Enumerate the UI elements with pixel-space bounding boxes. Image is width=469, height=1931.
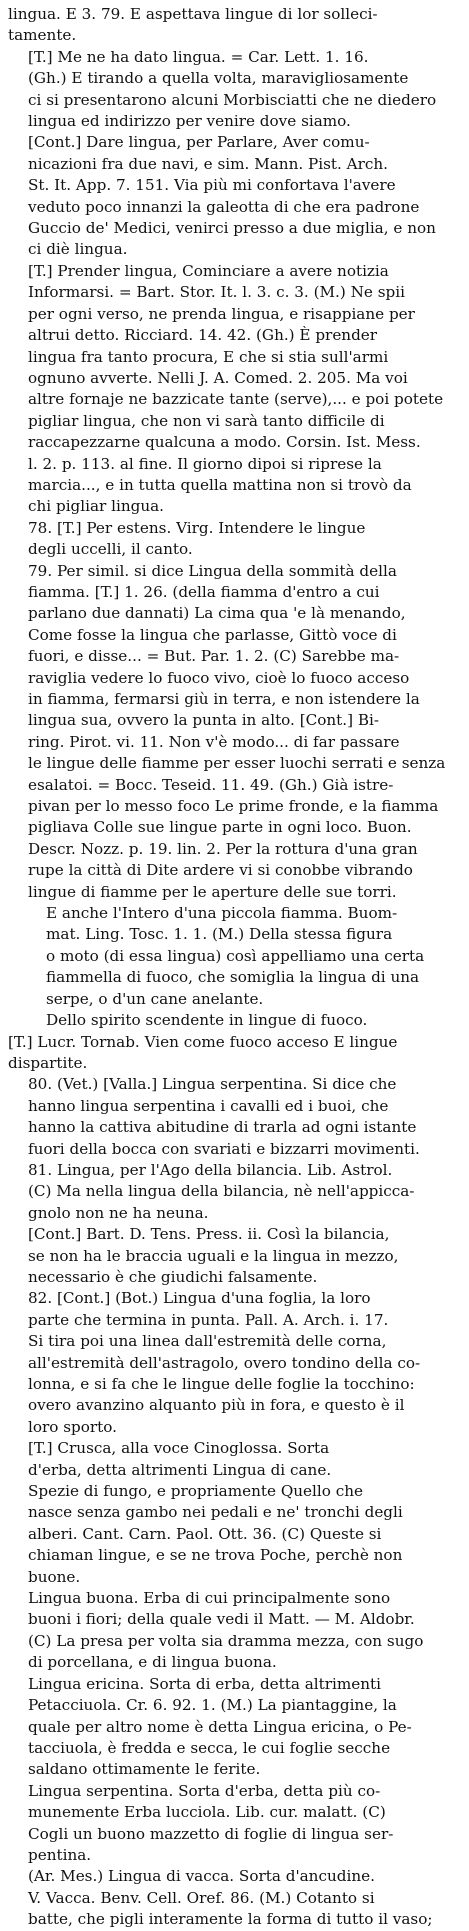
text-line: pigliava Colle sue lingue parte in ogni loco. Buon. — [28, 818, 412, 837]
text-line: altre fornaje ne bazzicate tante (serve),... e poi potete — [28, 390, 444, 409]
text-line: 82. [Cont.] (Bot.) Lingua d'una foglia, la loro — [28, 1289, 371, 1308]
text-line: saldano ottimamente le ferite. — [28, 1760, 261, 1779]
paragraph-p3 — [8, 132, 463, 260]
paragraph-p15 — [8, 1481, 463, 1588]
text-line: lingua sua, ovvero la punta in alto. [Cont.] Bi- — [28, 711, 380, 730]
text-line: [Cont.] Bart. D. Tens. Press. ii. Così la bilancia, — [28, 1225, 390, 1244]
text-line: [T.] Prender lingua, Cominciare a avere notizia — [28, 261, 389, 280]
text-line: batte, che pigli interamente la forma di tutto il vaso; — [28, 1910, 433, 1929]
text-line: parlano due dannati) La cima qua 'e là menando, — [28, 604, 406, 623]
text-line: (Ar. Mes.) Lingua di vacca. Sorta d'ancudine. — [28, 1867, 375, 1886]
text-line: Lingua serpentina. Sorta d'erba, detta più co- — [28, 1781, 381, 1800]
text-line: fiamma. [T.] 1. 26. (della fiamma d'entro a cui — [28, 582, 380, 601]
text-line: 80. (Vet.) [Valla.] Lingua serpentina. Si dice che — [28, 1075, 397, 1094]
text-line: ring. Pirot. vi. 11. Non v'è modo... di far passare — [28, 732, 400, 751]
text-line: Guccio de' Medici, venirci presso a due miglia, e non — [28, 219, 436, 238]
text-line: degli uccelli, il canto. — [28, 540, 193, 559]
text-line: fiammella di fuoco, che somiglia la lingua di una — [46, 968, 420, 987]
text-line: in fiamma, fermarsi giù in terra, e non istendere la — [28, 690, 420, 708]
text-line: Descr. Nozz. p. 19. lin. 2. Per la rottura d'una gran — [28, 839, 418, 858]
paragraph-p10 — [8, 1074, 463, 1160]
text-line: Informarsi. = Bart. Stor. It. l. 3. c. 3. (M.) Ne spii — [28, 283, 405, 302]
text-line: necessario è che giudichi falsamente. — [28, 1267, 318, 1286]
text-line: lingua fra tanto procura, E che si stia sull'armi — [28, 347, 389, 366]
text-line: quale per altro nome è detta Lingua ericina, o Pe- — [28, 1717, 412, 1736]
text-line: chiaman lingue, e se ne trova Poche, perchè non — [28, 1546, 403, 1565]
paragraph-p11 — [8, 1160, 463, 1224]
paragraph-p12 — [8, 1224, 463, 1288]
text-line: pentina. — [28, 1845, 92, 1864]
text-line: pivan per lo messo foco Le prime fronde, e la fiamma — [28, 797, 439, 816]
text-line: per ogni verso, ne prenda lingua, e risappiane per — [28, 304, 415, 323]
text-line: lonna, e si fa che le lingue delle foglie la tocchino: — [28, 1375, 415, 1393]
text-line: 81. Lingua, per l'Ago della bilancia. Lib. Astrol. — [28, 1160, 393, 1179]
text-line: nasce senza gambo nei pedali e ne' tronchi degli — [28, 1503, 403, 1522]
text-line: se non ha le braccia uguali e la lingua in mezzo, — [28, 1246, 399, 1265]
text-line: all'estremità dell'astragolo, overo tondino della co- — [28, 1353, 421, 1372]
paragraph-p8 — [8, 1010, 463, 1031]
text-line: nicazioni fra due navi, e sim. Mann. Pist. Arch. — [28, 154, 388, 173]
text-line: [T.] Lucr. Tornab. Vien come fuoco acceso E lingue — [8, 1032, 398, 1051]
text-line: raviglia vedere lo fuoco vivo, cioè lo fuoco acceso — [28, 668, 410, 687]
paragraph-p17 — [8, 1674, 463, 1781]
text-line: [Cont.] Dare lingua, per Parlare, Aver comu- — [28, 133, 370, 152]
text-line: buone. — [28, 1567, 81, 1586]
text-line: [T.] Crusca, alla voce Cinoglossa. Sorta — [28, 1439, 330, 1458]
text-line: fuori della bocca con svariati e bizzarri movimenti. — [28, 1139, 420, 1158]
text-line: Dello spirito scendente in lingue di fuoco. — [46, 1011, 368, 1030]
paragraph-p2 — [8, 47, 463, 133]
text-line: 78. [T.] Per estens. Virg. Intendere le lingue — [28, 518, 366, 537]
paragraph-p7 — [8, 903, 463, 1010]
text-line: o moto (di essa lingua) così appelliamo una certa — [46, 946, 425, 965]
text-line: ci diè lingua. — [28, 240, 128, 259]
text-line: Come fosse la lingua che parlasse, Gittò voce di — [28, 625, 397, 644]
text-line: raccapezzarne qualcuna a modo. Corsin. Ist. Mess. — [28, 433, 421, 452]
text-line: pigliar lingua, che non vi sarà tanto difficile di — [28, 411, 385, 430]
text-line: mat. Ling. Tosc. 1. 1. (M.) Della stessa figura — [46, 925, 393, 944]
text-line: St. It. App. 7. 151. Via più mi confortava l'avere — [28, 176, 396, 195]
paragraph-p9 — [8, 1032, 463, 1075]
paragraph-p14 — [8, 1438, 463, 1481]
text-line: (Gh.) E tirando a quella volta, maravigliosamente — [28, 69, 409, 88]
text-line: di porcellana, e di lingua buona. — [28, 1653, 277, 1672]
text-line: buoni i fiori; della quale vedi il Matt. — M. Aldobr. — [28, 1610, 415, 1629]
text-line: veduto poco innanzi la galeotta di che era padrone — [28, 197, 420, 216]
text-line: d'erba, detta altrimenti Lingua di cane. — [28, 1460, 332, 1479]
text-line: V. Vacca. Benv. Cell. Oref. 86. (M.) Cotanto si — [28, 1888, 375, 1907]
text-line: E anche l'Intero d'una piccola fiamma. Buom- — [46, 904, 398, 923]
text-line: alberi. Cant. Carn. Paol. Ott. 36. (C) Queste si — [28, 1524, 382, 1543]
paragraph-p6 — [8, 561, 463, 904]
text-line: hanno la cattiva abitudine di trarla ad ogni istante — [28, 1118, 417, 1137]
text-line: Spezie di fungo, e propriamente Quello che — [28, 1482, 364, 1501]
text-line: hanno lingua serpentina i cavalli ed i buoi, che — [28, 1096, 389, 1115]
paragraph-p1 — [8, 4, 463, 47]
text-line: lingua. E 3. 79. E aspettava lingue di lor solleci- — [8, 5, 378, 23]
text-line: ci si presentarono alcuni Morbisciatti che ne diedero — [28, 90, 437, 109]
text-line: marcia..., e in tutta quella mattina non si trovò da — [28, 475, 412, 494]
text-line: Cogli un buono mazzetto di foglie di lingua ser- — [28, 1824, 394, 1843]
text-line: lingua ed indirizzo per venire dove siamo. — [28, 112, 351, 131]
text-line: [T.] Me ne ha dato lingua. = Car. Lett. 1. 16. — [28, 47, 369, 66]
paragraph-p13 — [8, 1288, 463, 1438]
text-line: (C) La presa per volta sia dramma mezza, con sugo — [28, 1631, 424, 1650]
text-line: chi pigliar lingua. — [28, 497, 165, 516]
text-line: serpe, o d'un cane anelante. — [46, 989, 264, 1008]
text-line: 79. Per simil. si dice Lingua della sommità della — [28, 561, 397, 580]
text-line: fuori, e disse... = But. Par. 1. 2. (C) Sarebbe ma- — [28, 647, 400, 666]
text-line: Petacciuola. Cr. 6. 92. 1. (M.) La piantaggine, la — [28, 1696, 397, 1715]
text-line: esalatoi. = Bocc. Teseid. 11. 49. (Gh.) Già istre- — [28, 775, 394, 794]
text-line: lingue di fiamme per le aperture delle sue torri. — [28, 882, 397, 901]
paragraph-p5 — [8, 518, 463, 561]
text-line: parte che termina in punta. Pall. A. Arch. i. 17. — [28, 1310, 389, 1329]
text-line: tamente. — [8, 26, 77, 45]
text-line: loro sporto. — [28, 1417, 117, 1436]
text-line: dispartite. — [8, 1053, 88, 1072]
paragraph-p16 — [8, 1588, 463, 1674]
text-line: munemente Erba lucciola. Lib. cur. malatt. (C) — [28, 1803, 386, 1822]
text-line: Lingua ericina. Sorta di erba, detta altrimenti — [28, 1674, 382, 1693]
text-line: Lingua buona. Erba di cui principalmente sono — [28, 1589, 391, 1608]
text-line: overo avanzino alquanto più in fora, e questo è il — [28, 1396, 405, 1415]
text-line: altrui detto. Ricciard. 14. 42. (Gh.) È prender — [28, 326, 378, 345]
text-line: ognuno avverte. Nelli J. A. Comed. 2. 205. Ma voi — [28, 368, 408, 387]
paragraph-p4 — [8, 261, 463, 518]
text-line: Si tira poi una linea dall'estremità delle corna, — [28, 1332, 387, 1351]
text-line: (C) Ma nella lingua della bilancia, nè nell'appicca- — [28, 1182, 415, 1201]
text-line: tacciuola, è fredda e secca, le cui foglie secche — [28, 1738, 391, 1757]
paragraph-p19 — [8, 1866, 463, 1930]
text-line: le lingue delle fiamme per esser luochi serrati e senza — [28, 754, 446, 773]
paragraph-p18 — [8, 1781, 463, 1867]
text-line: rupe la città di Dite ardere vi si conobbe vibrando — [28, 861, 413, 880]
text-line: gnolo non ne ha neuna. — [28, 1203, 209, 1222]
text-line: l. 2. p. 113. al fine. Il giorno dipoi si riprese la — [28, 454, 382, 473]
